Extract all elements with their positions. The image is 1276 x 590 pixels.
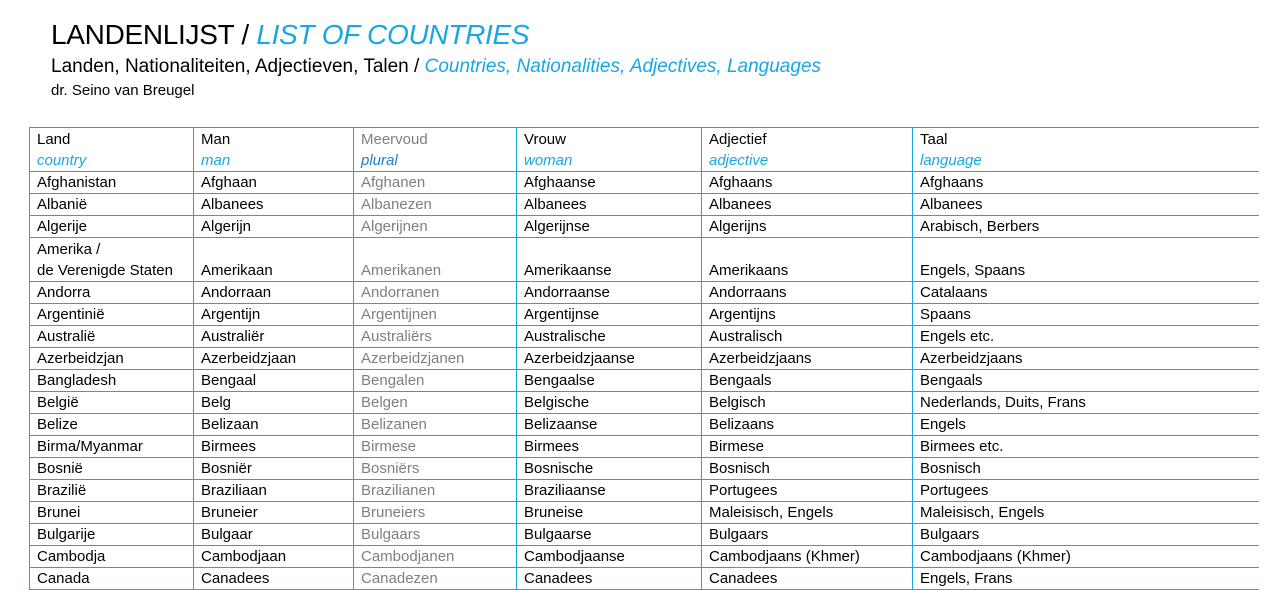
cell-land: België	[30, 392, 194, 414]
cell-taal: Azerbeidzjaans	[913, 348, 1260, 370]
cell-man: Bosniër	[194, 458, 354, 480]
cell-meervoud: Amerikanen	[354, 238, 517, 282]
table-row	[30, 326, 1260, 348]
column-header-land: Land country	[30, 128, 194, 172]
cell-land: Brazilië	[30, 480, 194, 502]
cell-meervoud: Belizanen	[354, 414, 517, 436]
cell-vrouw: Argentijnse	[517, 304, 702, 326]
cell-meervoud: Bruneiers	[354, 502, 517, 524]
cell-man: Belg	[194, 392, 354, 414]
cell-land: Bangladesh	[30, 370, 194, 392]
cell-taal: Engels, Spaans	[913, 238, 1260, 282]
cell-man: Albanees	[194, 194, 354, 216]
cell-vrouw: Azerbeidzjaanse	[517, 348, 702, 370]
cell-meervoud: Belgen	[354, 392, 517, 414]
cell-man: Algerijn	[194, 216, 354, 238]
cell-line: Amerika /	[37, 241, 101, 258]
cell-taal: Cambodjaans (Khmer)	[913, 546, 1260, 568]
cell-adjectief: Belizaans	[702, 414, 913, 436]
cell-adjectief: Australisch	[702, 326, 913, 348]
table-row	[30, 216, 1260, 238]
cell-land	[30, 238, 194, 282]
cell-vrouw: Afghaanse	[517, 172, 702, 194]
table-row	[30, 458, 1260, 480]
page-title	[51, 16, 821, 54]
cell-taal: Bulgaars	[913, 524, 1260, 546]
title-dutch: LANDENLIJST	[51, 19, 234, 50]
cell-meervoud: Canadezen	[354, 568, 517, 590]
cell-taal: Engels etc.	[913, 326, 1260, 348]
table-row	[30, 392, 1260, 414]
cell-adjectief: Cambodjaans (Khmer)	[702, 546, 913, 568]
cell-meervoud: Afghanen	[354, 172, 517, 194]
cell-man: Azerbeidzjaan	[194, 348, 354, 370]
cell-land: Albanië	[30, 194, 194, 216]
table-header-row	[30, 128, 1260, 172]
cell-taal: Nederlands, Duits, Frans	[913, 392, 1260, 414]
cell-man: Bengaal	[194, 370, 354, 392]
cell-line: de Verenigde Staten	[37, 262, 173, 279]
cell-land: Afghanistan	[30, 172, 194, 194]
table-row	[30, 282, 1260, 304]
cell-adjectief: Azerbeidzjaans	[702, 348, 913, 370]
cell-meervoud: Argentijnen	[354, 304, 517, 326]
table-row	[30, 546, 1260, 568]
cell-taal: Engels	[913, 414, 1260, 436]
column-header-taal: Taal language	[913, 128, 1260, 172]
table-body	[30, 128, 1260, 590]
cell-vrouw: Bengaalse	[517, 370, 702, 392]
cell-land: Algerije	[30, 216, 194, 238]
table-row	[30, 238, 1260, 282]
cell-vrouw: Belgische	[517, 392, 702, 414]
cell-land: Brunei	[30, 502, 194, 524]
country-table-container	[29, 127, 1259, 590]
cell-meervoud: Birmese	[354, 436, 517, 458]
cell-adjectief: Algerijns	[702, 216, 913, 238]
cell-taal: Maleisisch, Engels	[913, 502, 1260, 524]
cell-taal: Afghaans	[913, 172, 1260, 194]
cell-man: Belizaan	[194, 414, 354, 436]
cell-adjectief: Portugees	[702, 480, 913, 502]
cell-meervoud: Algerijnen	[354, 216, 517, 238]
cell-vrouw: Bruneise	[517, 502, 702, 524]
cell-adjectief: Albanees	[702, 194, 913, 216]
cell-vrouw: Algerijnse	[517, 216, 702, 238]
cell-taal: Engels, Frans	[913, 568, 1260, 590]
cell-man: Australiër	[194, 326, 354, 348]
cell-meervoud: Azerbeidzjanen	[354, 348, 517, 370]
cell-taal: Bosnisch	[913, 458, 1260, 480]
cell-man: Cambodjaan	[194, 546, 354, 568]
cell-man: Birmees	[194, 436, 354, 458]
cell-adjectief: Afghaans	[702, 172, 913, 194]
cell-meervoud: Bulgaars	[354, 524, 517, 546]
cell-meervoud: Andorranen	[354, 282, 517, 304]
cell-vrouw: Bosnische	[517, 458, 702, 480]
page-subtitle	[51, 54, 821, 80]
cell-adjectief: Bengaals	[702, 370, 913, 392]
column-header-vrouw: Vrouw woman	[517, 128, 702, 172]
cell-man: Canadees	[194, 568, 354, 590]
cell-meervoud: Bengalen	[354, 370, 517, 392]
cell-taal: Catalaans	[913, 282, 1260, 304]
cell-adjectief: Amerikaans	[702, 238, 913, 282]
cell-vrouw: Amerikaanse	[517, 238, 702, 282]
cell-meervoud: Australiërs	[354, 326, 517, 348]
cell-land: Belize	[30, 414, 194, 436]
table-row	[30, 524, 1260, 546]
table-row	[30, 414, 1260, 436]
table-row	[30, 502, 1260, 524]
cell-vrouw: Albanees	[517, 194, 702, 216]
cell-meervoud: Cambodjanen	[354, 546, 517, 568]
cell-vrouw: Bulgaarse	[517, 524, 702, 546]
table-row	[30, 194, 1260, 216]
cell-vrouw: Andorraanse	[517, 282, 702, 304]
author-name: dr. Seino van Breugel	[51, 82, 195, 99]
subtitle-separator: /	[408, 56, 425, 77]
cell-adjectief: Birmese	[702, 436, 913, 458]
cell-man: Argentijn	[194, 304, 354, 326]
cell-meervoud: Bosniërs	[354, 458, 517, 480]
cell-land: Birma/Myanmar	[30, 436, 194, 458]
country-table	[29, 127, 1259, 590]
cell-vrouw: Canadees	[517, 568, 702, 590]
cell-land: Bulgarije	[30, 524, 194, 546]
cell-land: Bosnië	[30, 458, 194, 480]
cell-vrouw: Australische	[517, 326, 702, 348]
cell-man: Amerikaan	[194, 238, 354, 282]
cell-vrouw: Belizaanse	[517, 414, 702, 436]
cell-adjectief: Argentijns	[702, 304, 913, 326]
cell-adjectief: Bulgaars	[702, 524, 913, 546]
subtitle-english: Countries, Nationalities, Adjectives, Languages	[424, 56, 822, 77]
cell-taal: Birmees etc.	[913, 436, 1260, 458]
cell-adjectief: Maleisisch, Engels	[702, 502, 913, 524]
column-header-man: Man man	[194, 128, 354, 172]
cell-land: Argentinië	[30, 304, 194, 326]
cell-land: Canada	[30, 568, 194, 590]
cell-man: Bruneier	[194, 502, 354, 524]
cell-man: Braziliaan	[194, 480, 354, 502]
cell-adjectief: Bosnisch	[702, 458, 913, 480]
cell-vrouw: Cambodjaanse	[517, 546, 702, 568]
cell-man: Afghaan	[194, 172, 354, 194]
cell-taal: Arabisch, Berbers	[913, 216, 1260, 238]
table-row	[30, 172, 1260, 194]
table-row	[30, 480, 1260, 502]
title-separator: /	[233, 19, 257, 50]
cell-adjectief: Canadees	[702, 568, 913, 590]
cell-land: Australië	[30, 326, 194, 348]
column-header-adjectief: Adjectief adjective	[702, 128, 913, 172]
table-row	[30, 568, 1260, 590]
table-row	[30, 348, 1260, 370]
cell-taal: Albanees	[913, 194, 1260, 216]
column-header-meervoud: Meervoud plural	[354, 128, 517, 172]
cell-meervoud: Brazilianen	[354, 480, 517, 502]
cell-taal: Portugees	[913, 480, 1260, 502]
cell-man: Andorraan	[194, 282, 354, 304]
cell-meervoud: Albanezen	[354, 194, 517, 216]
table-row	[30, 436, 1260, 458]
cell-vrouw: Braziliaanse	[517, 480, 702, 502]
title-english: LIST OF COUNTRIES	[256, 19, 530, 50]
cell-man: Bulgaar	[194, 524, 354, 546]
document-header	[51, 16, 821, 102]
cell-land: Cambodja	[30, 546, 194, 568]
cell-taal: Bengaals	[913, 370, 1260, 392]
cell-adjectief: Andorraans	[702, 282, 913, 304]
subtitle-dutch: Landen, Nationaliteiten, Adjectieven, Talen	[51, 56, 409, 77]
cell-land: Andorra	[30, 282, 194, 304]
cell-vrouw: Birmees	[517, 436, 702, 458]
cell-taal: Spaans	[913, 304, 1260, 326]
cell-adjectief: Belgisch	[702, 392, 913, 414]
table-row	[30, 304, 1260, 326]
table-row	[30, 370, 1260, 392]
cell-land: Azerbeidzjan	[30, 348, 194, 370]
